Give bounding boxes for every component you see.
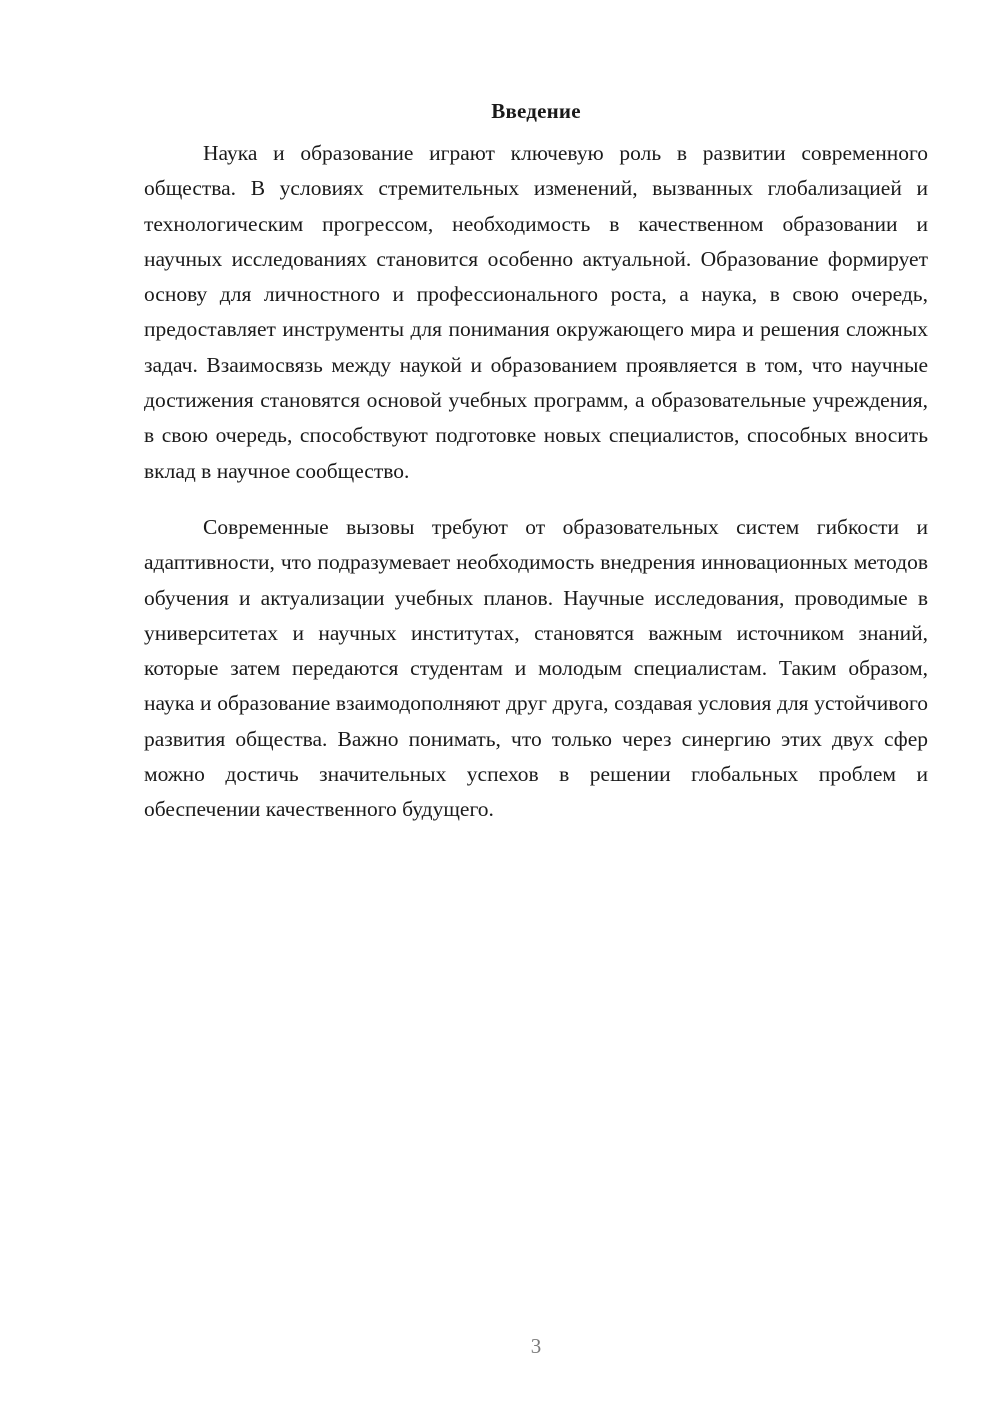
paragraph-1: Наука и образование играют ключевую роль в развитии современного общества. В условиях стремительных изменений, вызванных глобализацией и технологическим прогрессом, необходимость в качественном образовании и научных исследованиях становится особенно актуальной. Образование формирует основу для личностного и профессионального роста, а наука, в свою очередь, предоставляет инструменты для понимания окружающего мира и решения сложных задач. Взаимосвязь между наукой и образованием проявляется в том, что научные достижения становятся основой учебных программ, а образовательные учреждения, в свою очередь, способствуют подготовке новых специалистов, способных вносить вклад в научное сообщество.	[144, 141, 928, 483]
page-number: 3	[530, 1334, 542, 1358]
page-content	[144, 93, 928, 828]
section-heading: Введение	[491, 99, 581, 123]
paragraph-2: Современные вызовы требуют от образовательных систем гибкости и адаптивности, что подразумевает необходимость внедрения инновационных методов обучения и актуализации учебных планов. Научные исследования, проводимые в университетах и научных институтах, становятся важным источником знаний, которые затем передаются студентам и молодым специалистам. Таким образом, наука и образование взаимодополняют друг друга, создавая условия для устойчивого развития общества. Важно понимать, что только через синергию этих двух сфер можно достичь значительных успехов в решении глобальных проблем и обеспечении качественного будущего.	[144, 514, 928, 822]
